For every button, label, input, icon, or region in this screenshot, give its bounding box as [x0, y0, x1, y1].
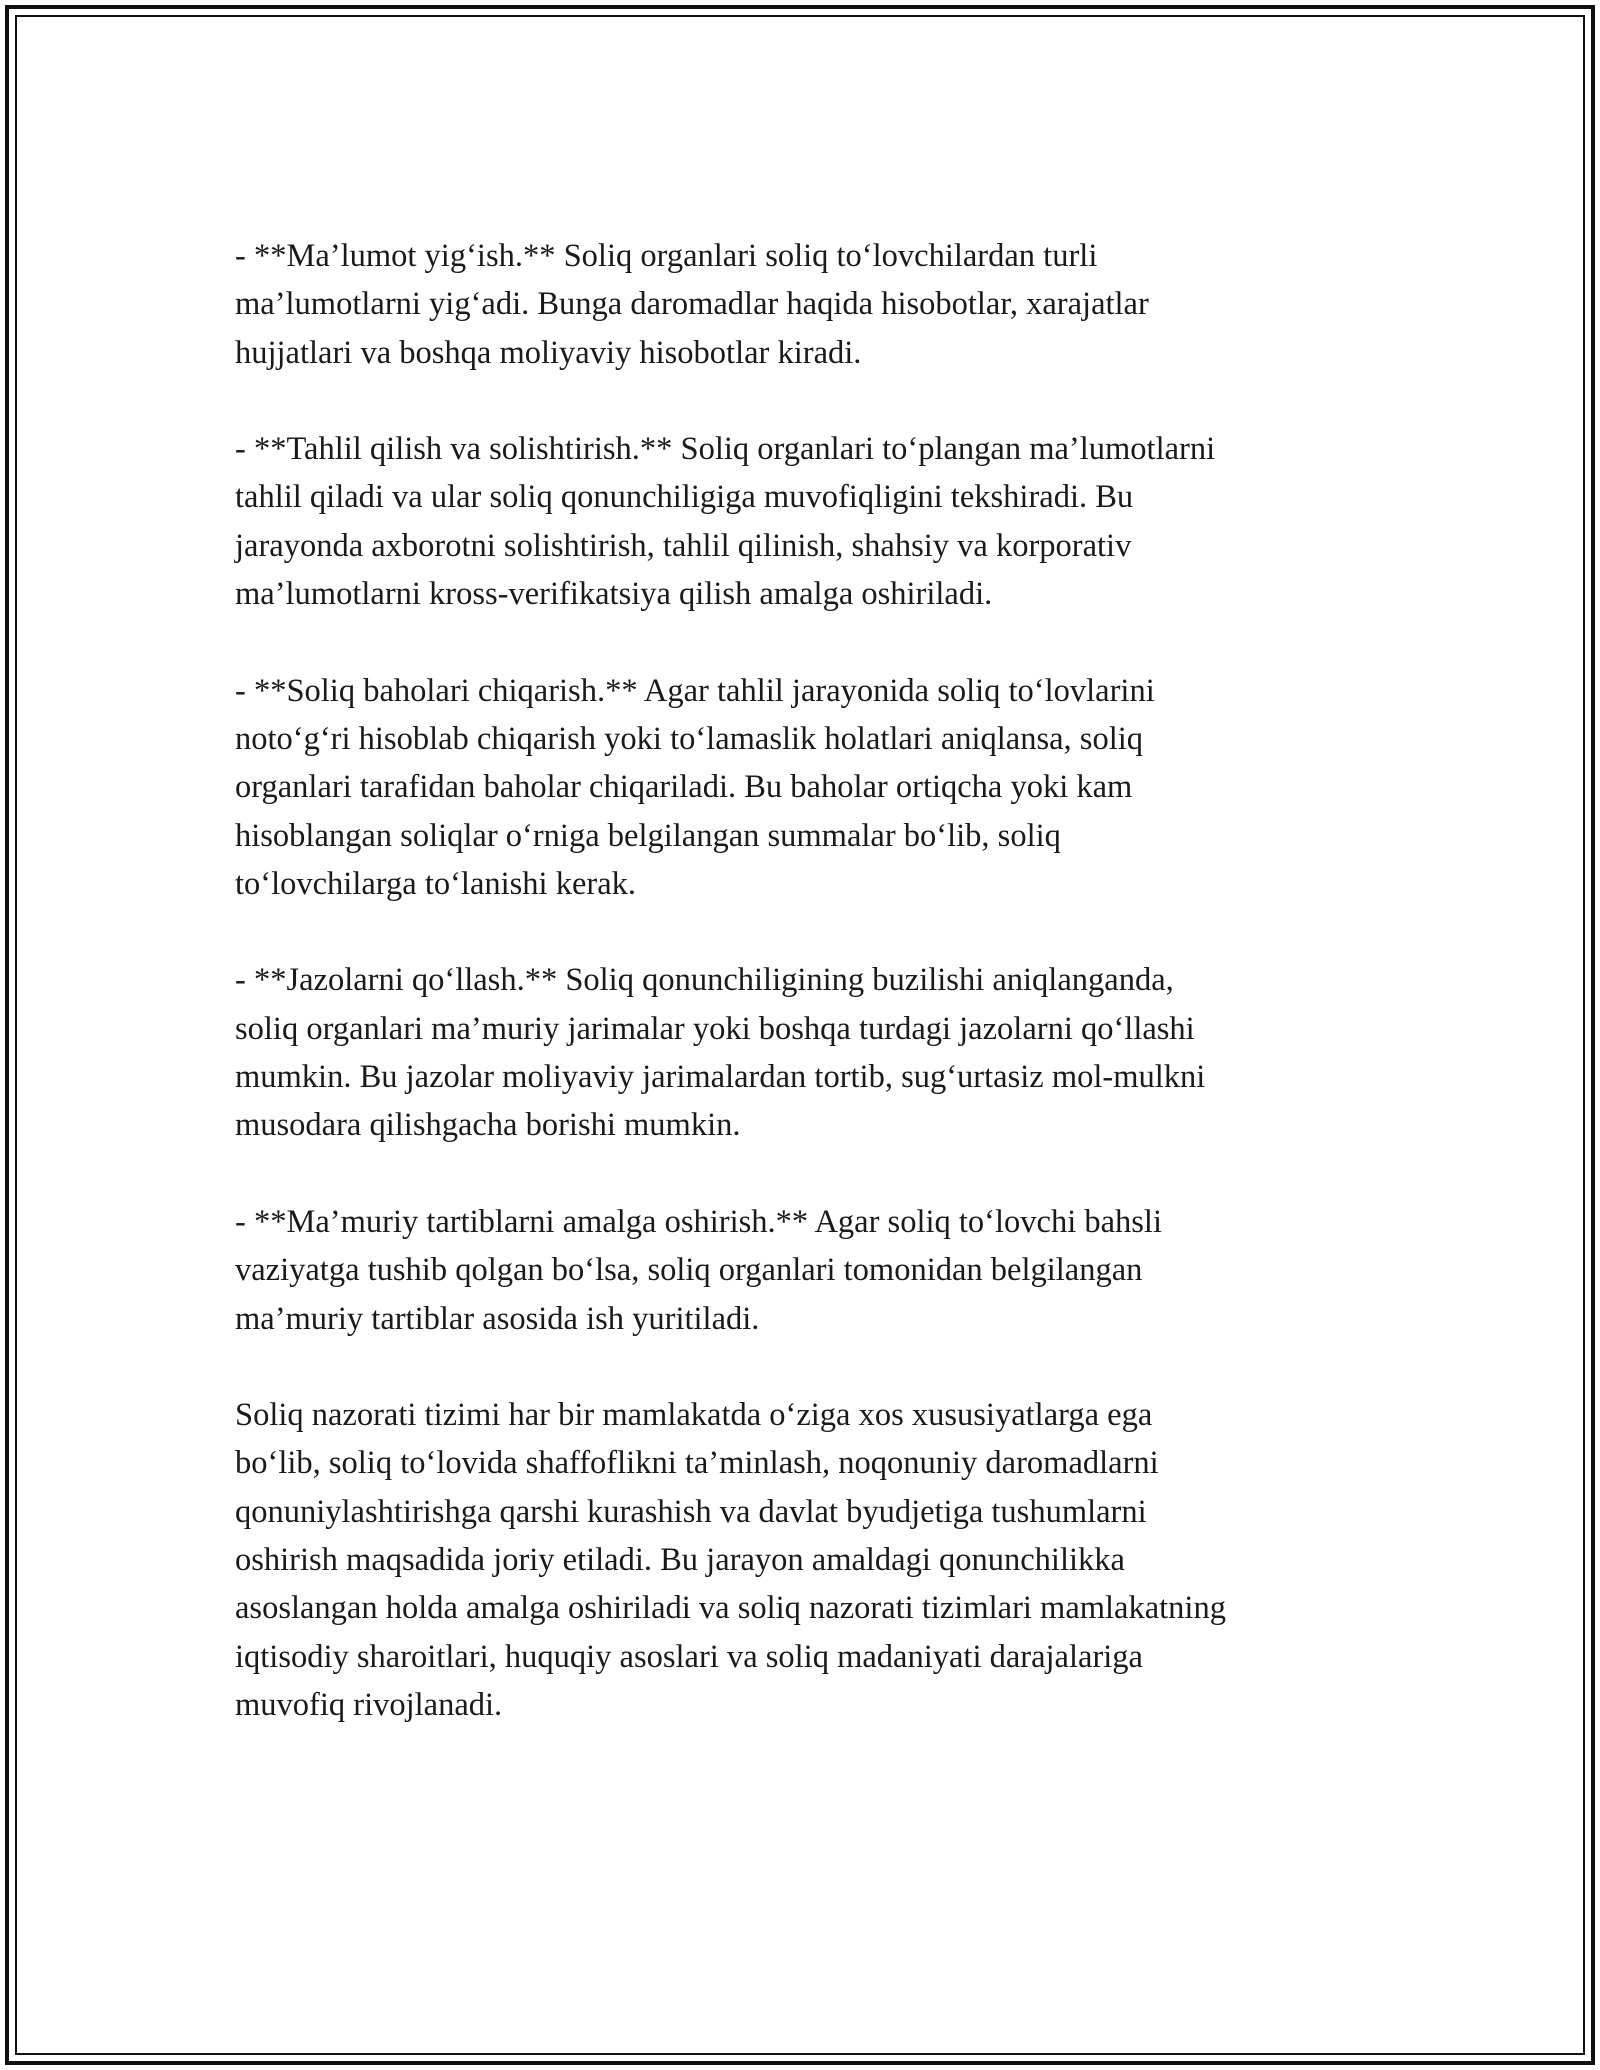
text-line: - **Soliq baholari chiqarish.** Agar tahlil jarayonida soliq to‘lovlarini: [235, 672, 1155, 709]
paragraph-tax-assessments: [235, 667, 1365, 908]
text-line: Soliq nazorati tizimi har bir mamlakatda o‘ziga xos xususiyatlarga ega: [235, 1397, 1153, 1434]
paragraph-data-collection: [235, 232, 1365, 377]
text-line: ma’lumotlarni yig‘adi. Bunga daromadlar haqida hisobotlar, xarajatlar: [235, 286, 1149, 323]
text-line: - **Ma’muriy tartiblarni amalga oshirish.** Agar soliq to‘lovchi bahsli: [235, 1203, 1162, 1240]
text-line: oshirish maqsadida joriy etiladi. Bu jarayon amaldagi qonunchilikka: [235, 1542, 1125, 1579]
text-line: ma’lumotlarni kross-verifikatsiya qilish amalga oshiriladi.: [235, 576, 993, 613]
paragraph-penalties: [235, 956, 1365, 1149]
text-line: to‘lovchilarga to‘lanishi kerak.: [235, 865, 637, 902]
paragraph-conclusion: [235, 1391, 1365, 1729]
text-line: tahlil qiladi va ular soliq qonunchiligiga muvofiqligini tekshiradi. Bu: [235, 479, 1134, 516]
text-line: bo‘lib, soliq to‘lovida shaffoflikni ta’minlash, noqonuniy daromadlarni: [235, 1445, 1159, 1482]
text-line: soliq organlari ma’muriy jarimalar yoki boshqa turdagi jazolarni qo‘llashi: [235, 1010, 1195, 1047]
text-line: hisoblangan soliqlar o‘rniga belgilangan summalar bo‘lib, soliq: [235, 817, 1061, 854]
text-line: noto‘g‘ri hisoblab chiqarish yoki to‘lamaslik holatlari aniqlansa, soliq: [235, 720, 1144, 757]
text-line: asoslangan holda amalga oshiriladi va soliq nazorati tizimlari mamlakatning: [235, 1590, 1226, 1627]
text-line: - **Ma’lumot yig‘ish.** Soliq organlari soliq to‘lovchilardan turli: [235, 238, 1098, 274]
text-line: mumkin. Bu jazolar moliyaviy jarimalardan tortib, sug‘urtasiz mol-mulkni: [235, 1059, 1206, 1096]
paragraph-administrative-procedures: [235, 1198, 1365, 1343]
text-line: - **Tahlil qilish va solishtirish.** Soliq organlari to‘plangan ma’lumotlarni: [235, 431, 1216, 468]
document-body: [235, 232, 1365, 1778]
text-line: jarayonda axborotni solishtirish, tahlil qilinish, shahsiy va korporativ: [235, 527, 1132, 564]
text-line: vaziyatga tushib qolgan bo‘lsa, soliq organlari tomonidan belgilangan: [235, 1252, 1143, 1289]
text-line: iqtisodiy sharoitlari, huquqiy asoslari va soliq madaniyati darajalariga: [235, 1638, 1143, 1675]
paragraph-analysis-comparison: [235, 425, 1365, 618]
text-line: - **Jazolarni qo‘llash.** Soliq qonunchiligining buzilishi aniqlanganda,: [235, 962, 1174, 999]
text-line: organlari tarafidan baholar chiqariladi. Bu baholar ortiqcha yoki kam: [235, 769, 1133, 806]
text-line: musodara qilishgacha borishi mumkin.: [235, 1107, 741, 1144]
text-line: ma’muriy tartiblar asosida ish yuritiladi.: [235, 1300, 760, 1337]
text-line: qonuniylashtirishga qarshi kurashish va davlat byudjetiga tushumlarni: [235, 1493, 1147, 1530]
text-line: hujjatlari va boshqa moliyaviy hisobotlar kiradi.: [235, 334, 862, 371]
text-line: muvofiq rivojlanadi.: [235, 1686, 503, 1723]
